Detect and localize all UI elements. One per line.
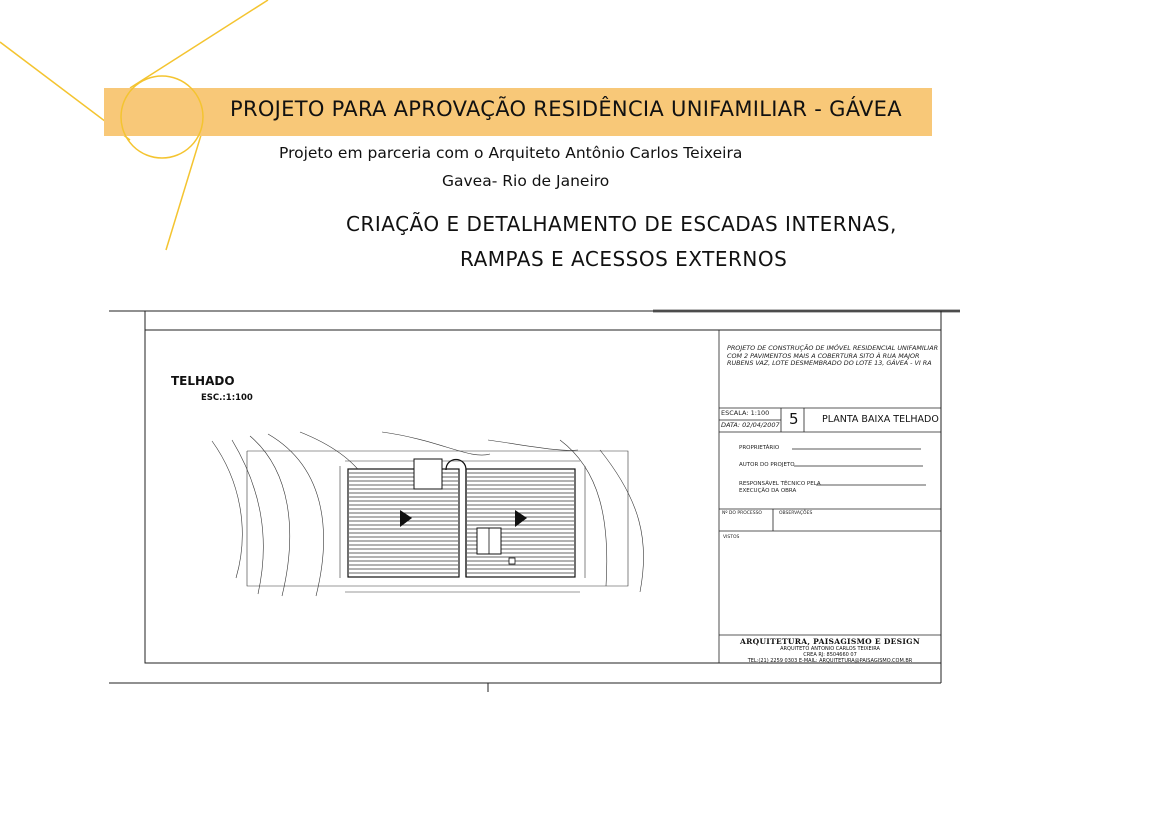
partnership-text: Projeto em parceria com o Arquiteto Antônio Carlos Teixeira	[279, 144, 743, 162]
visas-label: VISTOS	[723, 535, 740, 540]
title-block	[719, 330, 941, 663]
location-text: Gavea- Rio de Janeiro	[442, 172, 610, 190]
execution-label: EXECUÇÃO DA OBRA	[739, 488, 797, 494]
drawing-scale: ESC.:1:100	[201, 393, 253, 403]
scope-title-line2: RAMPAS E ACESSOS EXTERNOS	[460, 247, 788, 271]
firm-name: ARQUITETURA, PAISAGISMO E DESIGN	[739, 637, 921, 646]
responsible-label: RESPONSÁVEL TÉCNICO PELA	[739, 481, 821, 487]
roof-opening	[414, 459, 442, 489]
sheet-name: PLANTA BAIXA TELHADO	[822, 414, 939, 425]
scale-label: ESCALA: 1:100	[721, 409, 770, 417]
page-title: PROJETO PARA APROVAÇÃO RESIDÊNCIA UNIFAMILIAR - GÁVEA	[230, 97, 902, 121]
author-label: AUTOR DO PROJETO	[739, 462, 795, 468]
date-label: DATA: 02/04/2007	[721, 421, 780, 429]
scope-title-line1: CRIAÇÃO E DETALHAMENTO DE ESCADAS INTERNAS,	[346, 212, 897, 236]
project-description: PROJETO DE CONSTRUÇÃO DE IMÓVEL RESIDENCIAL UNIFAMILIAR COM 2 PAVIMENTOS MAIS A COBERTURA SITO À RUA MAJOR RUBENS VAZ, LOTE DESMEMBRADO DO LOTE 13, GÁVEA - VI RA	[727, 344, 939, 368]
sheet-number: 5	[789, 410, 799, 428]
owner-label: PROPRIETÁRIO	[739, 445, 780, 451]
firm-details: ARQUITETO ANTONIO CARLOS TEIXEIRA CREA RJ: 8504660 07 TEL:(21) 2259 0303 E-MAIL: ARQUITETURA@PAISAGISMO.COM.BR	[747, 646, 913, 664]
notes-label: OBSERVAÇÕES	[779, 511, 813, 516]
drawing-title: TELHADO	[171, 374, 235, 388]
process-label: Nº DO PROCESSO	[722, 511, 762, 516]
